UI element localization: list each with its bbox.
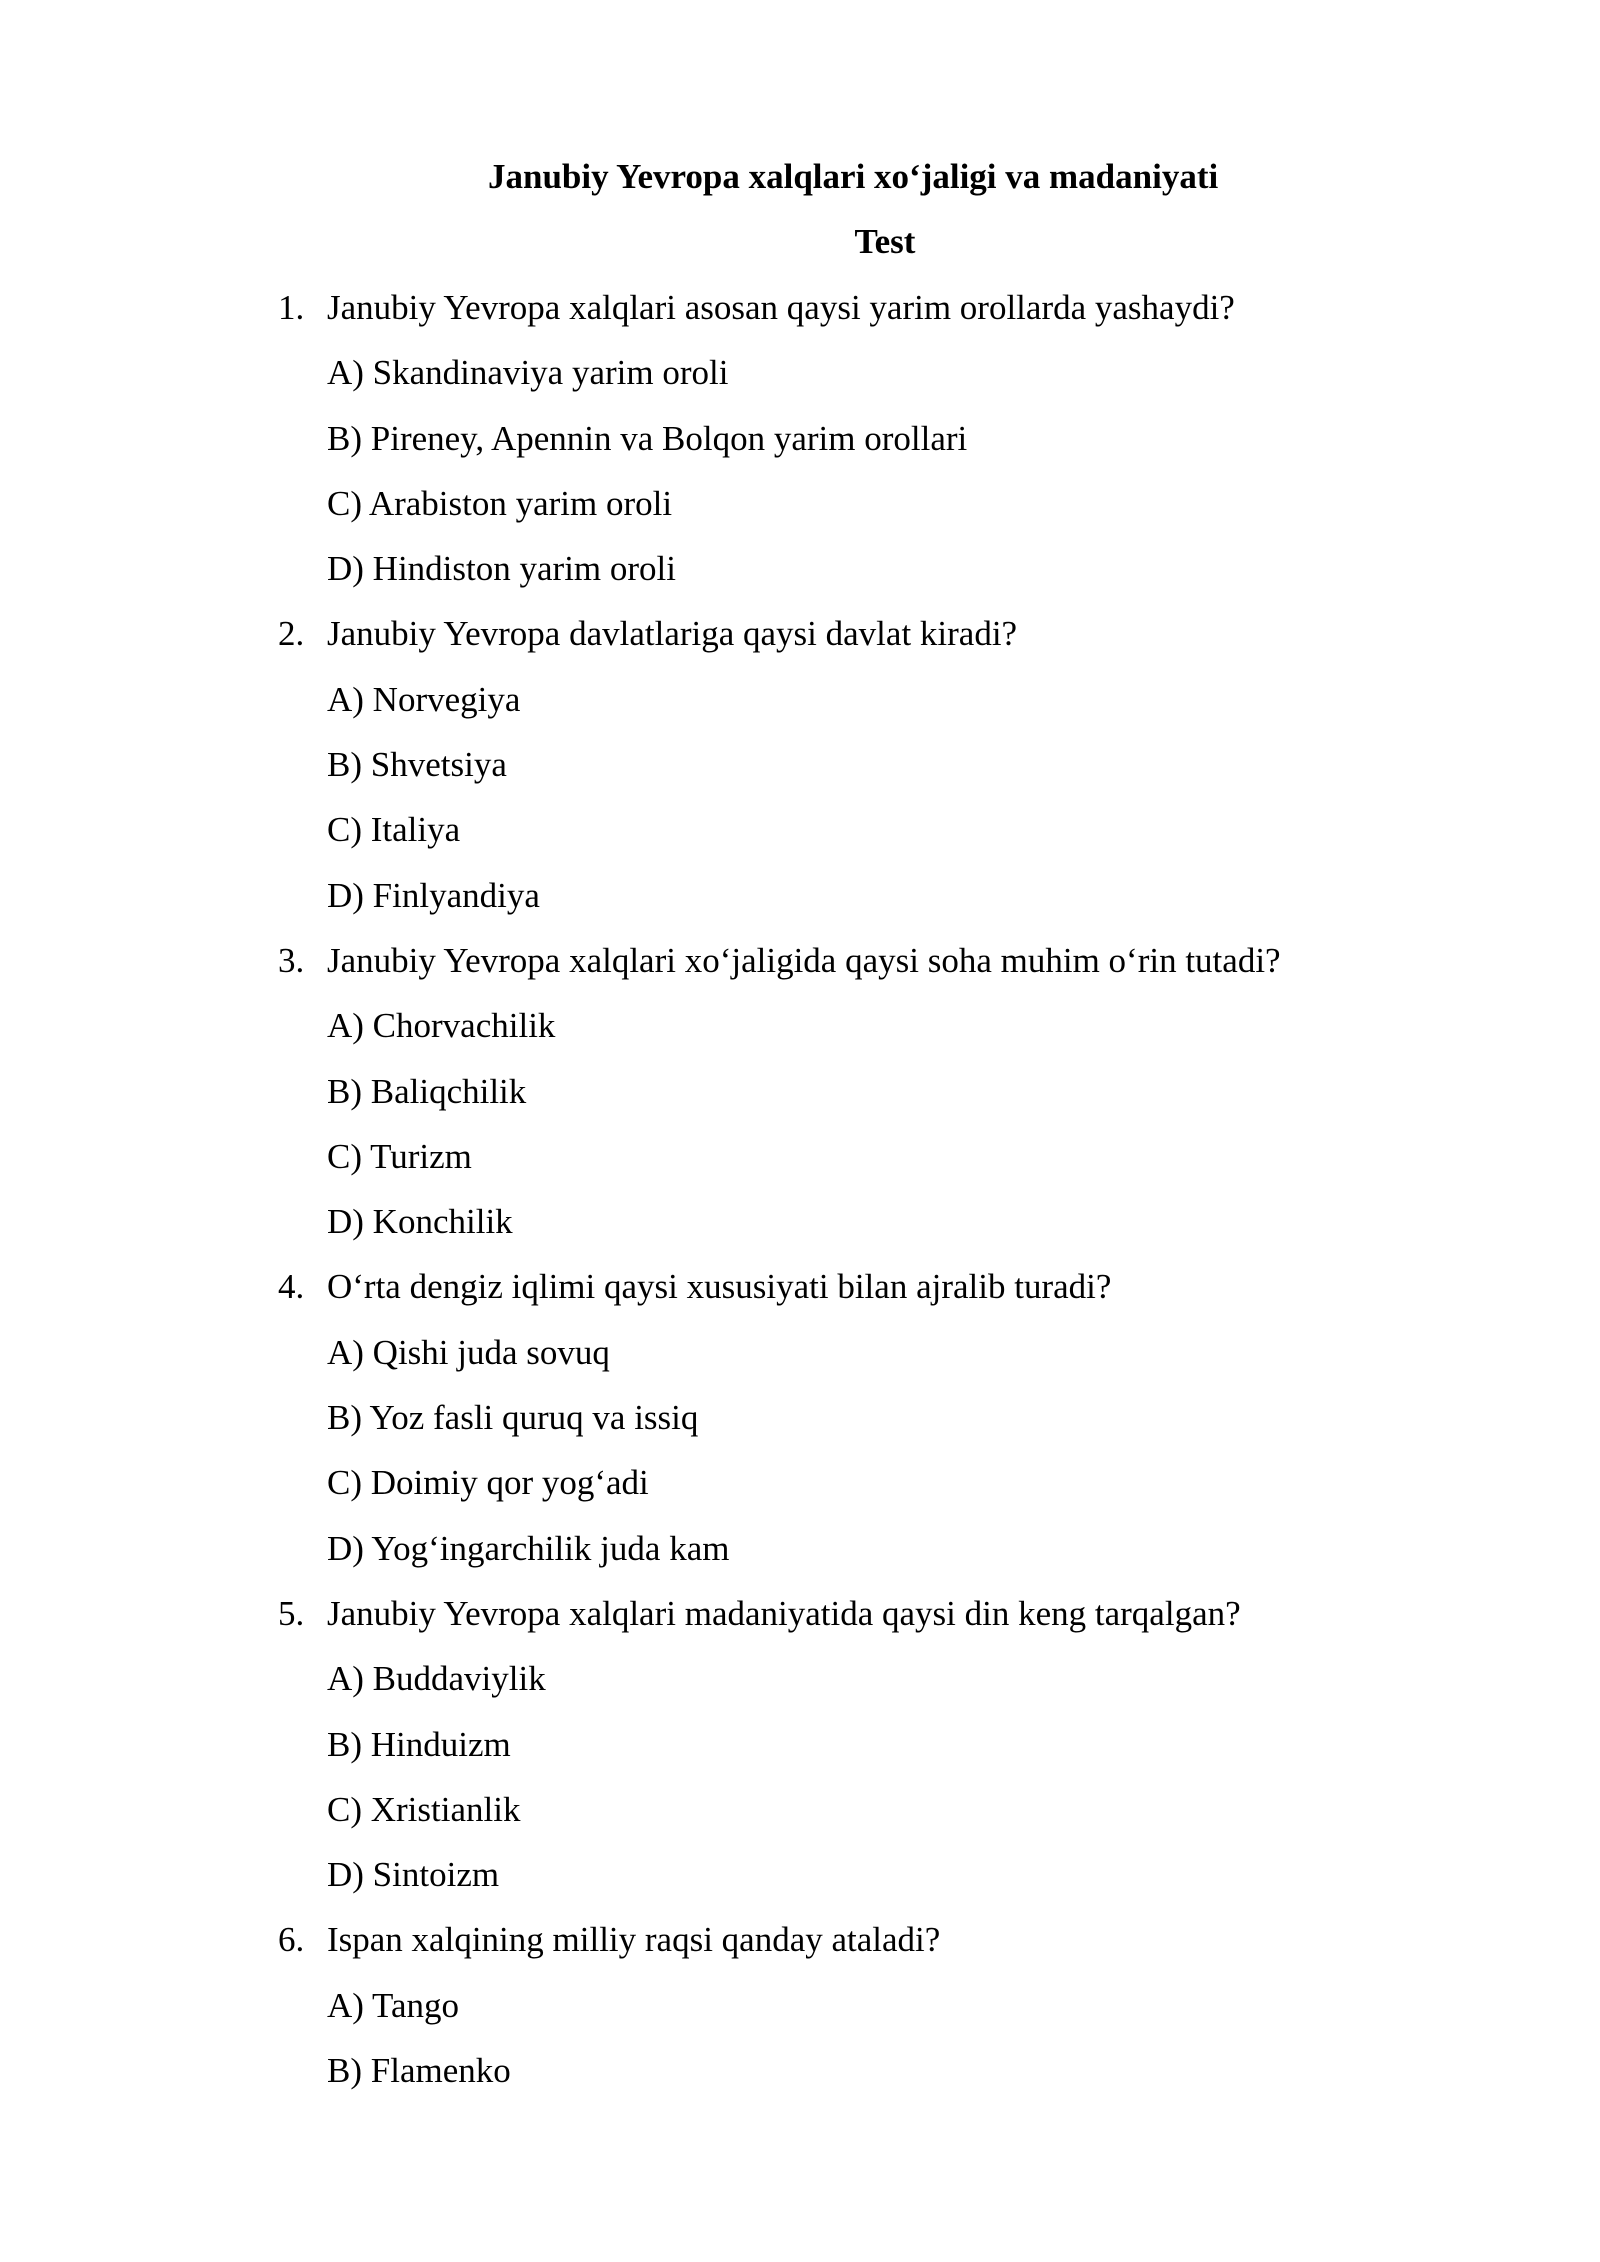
page-subtitle: Test: [854, 222, 916, 261]
option-item: C) Italiya: [327, 810, 461, 850]
option-item: D) Hindiston yarim oroli: [327, 549, 676, 589]
option-list: [278, 676, 1478, 937]
question-line: [278, 284, 1478, 349]
question-line: [278, 1590, 1478, 1655]
question-number: 6.: [278, 1920, 305, 1960]
question-item: [278, 1590, 1478, 1916]
option-item: A) Norvegiya: [327, 679, 521, 719]
option-item: B) Pireney, Apennin va Bolqon yarim orollari: [327, 418, 968, 458]
question-line: [278, 610, 1478, 675]
question-number: 5.: [278, 1593, 305, 1633]
option-list: [278, 1655, 1478, 1916]
option-list: [278, 1329, 1478, 1590]
option-list: [278, 1002, 1478, 1263]
question-line: [278, 1916, 1478, 1981]
option-item: D) Yog‘ingarchilik juda kam: [327, 1528, 730, 1568]
option-item: C) Arabiston yarim oroli: [327, 483, 673, 523]
question-line: [278, 937, 1478, 1002]
question-text: Janubiy Yevropa xalqlari asosan qaysi yarim orollarda yashaydi?: [327, 288, 1235, 327]
option-list: [278, 349, 1478, 610]
option-item: A) Chorvachilik: [327, 1006, 556, 1046]
question-item: [278, 1916, 1478, 2112]
question-item: [278, 284, 1478, 610]
question-number: 4.: [278, 1267, 305, 1307]
question-item: [278, 610, 1478, 936]
question-number: 1.: [278, 288, 305, 327]
question-number: 3.: [278, 940, 305, 980]
option-item: A) Tango: [327, 1985, 460, 2025]
option-item: C) Doimiy qor yog‘adi: [327, 1463, 649, 1503]
question-line: [278, 1263, 1478, 1328]
option-item: B) Flamenko: [327, 2051, 511, 2091]
option-item: B) Yoz fasli quruq va issiq: [327, 1398, 699, 1438]
option-item: C) Xristianlik: [327, 1789, 521, 1829]
option-item: A) Qishi juda sovuq: [327, 1332, 610, 1372]
option-item: D) Finlyandiya: [327, 875, 540, 915]
question-text: Janubiy Yevropa xalqlari xo‘jaligida qaysi soha muhim o‘rin tutadi?: [327, 940, 1281, 980]
option-item: B) Shvetsiya: [327, 745, 507, 785]
question-text: Ispan xalqining milliy raqsi qanday ataladi?: [327, 1920, 941, 1960]
question-text: Janubiy Yevropa xalqlari madaniyatida qaysi din keng tarqalgan?: [327, 1593, 1241, 1633]
option-item: B) Baliqchilik: [327, 1071, 527, 1111]
question-text: O‘rta dengiz iqlimi qaysi xususiyati bilan ajralib turadi?: [327, 1267, 1112, 1307]
option-list: [278, 1982, 1478, 2113]
option-item: D) Sintoizm: [327, 1855, 500, 1895]
question-item: [278, 937, 1478, 1263]
option-item: B) Hinduizm: [327, 1724, 511, 1764]
option-item: D) Konchilik: [327, 1202, 513, 1242]
page-title: Janubiy Yevropa xalqlari xo‘jaligi va madaniyati: [488, 157, 1219, 196]
question-list: [278, 284, 1478, 2112]
option-item: A) Skandinaviya yarim oroli: [327, 353, 729, 393]
question-text: Janubiy Yevropa davlatlariga qaysi davlat kiradi?: [327, 614, 1018, 654]
question-number: 2.: [278, 614, 305, 654]
option-item: A) Buddaviylik: [327, 1659, 546, 1699]
option-item: C) Turizm: [327, 1136, 472, 1176]
question-item: [278, 1263, 1478, 1589]
